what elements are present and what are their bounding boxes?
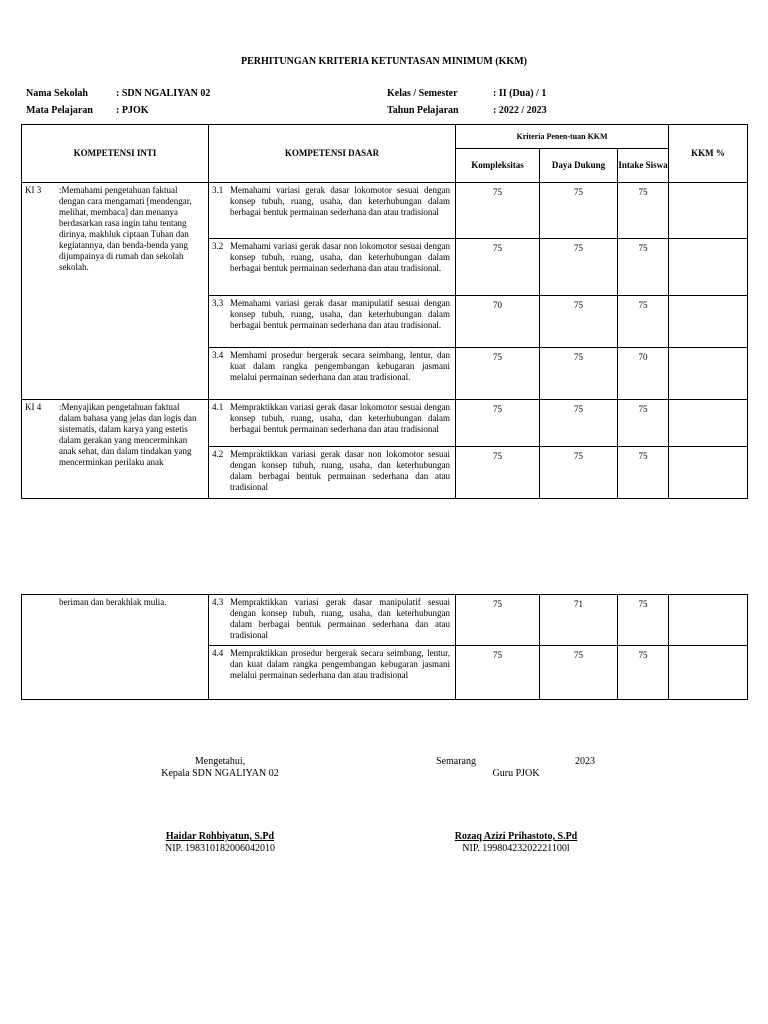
class-label: Kelas / Semester xyxy=(387,88,458,99)
sig-right-year: 2023 xyxy=(575,756,595,767)
sig-left-name: Haidar Rohbiyatun, S.Pd xyxy=(165,831,275,842)
daya-dukung-value: 75 xyxy=(540,646,618,700)
kd-text: Memahami variasi gerak dasar lokomotor sesuai dengan konsep tubuh, ruang, usaha, dan keterhubungan dalam berbagai bentuk permainan sederhana dan atau tradisional xyxy=(230,185,450,217)
daya-dukung-value: 75 xyxy=(540,400,618,447)
table-row xyxy=(22,595,748,646)
kompleksitas-value: 75 xyxy=(456,183,540,239)
kkm-value xyxy=(669,447,748,499)
kkm-value xyxy=(669,595,748,646)
subject-value: : PJOK xyxy=(116,105,149,116)
header-kompetensi-dasar: KOMPETENSI DASAR xyxy=(209,125,456,183)
document-title: PERHITUNGAN KRITERIA KETUNTASAN MINIMUM (KKM) xyxy=(241,56,527,67)
kkm-value xyxy=(669,239,748,296)
intake-value: 75 xyxy=(618,400,669,447)
table-row xyxy=(22,400,748,447)
daya-dukung-value: 75 xyxy=(540,239,618,296)
header-kompetensi-inti: KOMPETENSI INTI xyxy=(22,125,209,183)
kompleksitas-value: 75 xyxy=(456,447,540,499)
year-value: : 2022 / 2023 xyxy=(493,105,547,116)
class-value: : II (Dua) / 1 xyxy=(493,88,547,99)
kkm-value xyxy=(669,296,748,348)
year-label: Tahun Pelajaran xyxy=(387,105,459,116)
kd-text: Mempraktikkan variasi gerak dasar lokomotor sesuai dengan konsep tubuh, ruang, usaha, dan keterhubungan dalam berbagai bentuk permainan sederhana dan atau tradisional xyxy=(230,402,450,434)
ki4-cell xyxy=(22,400,209,499)
daya-dukung-value: 75 xyxy=(540,183,618,239)
school-value: : SDN NGALIYAN 02 xyxy=(116,88,211,99)
kd-text: Memahami variasi gerak dasar non lokomotor sesuai dengan konsep tubuh, ruang, usaha, dan keterhubungan dalam berbagai bentuk permainan sederhana dan atau tradisional. xyxy=(230,241,450,273)
kompleksitas-value: 75 xyxy=(456,348,540,400)
ki4-text: :Menyajikan pengetahuan faktual dalam bahasa yang jelas dan logis dan sistematis, dalam karya yang estetis dalam gerakan yang mencerminkan anak sehat, dan dalam tindakan yang mencerminkan perilaku anak xyxy=(59,402,197,467)
school-label: Nama Sekolah xyxy=(26,88,88,99)
kd-number: 4.1 xyxy=(212,402,224,412)
kd-text: Memahami variasi gerak dasar manipulatif sesuai dengan konsep tubuh, ruang, usaha, dan keterhubungan dalam berbagai bentuk permainan sederhana dan atau tradisional. xyxy=(230,298,450,330)
kd-text: Mempraktikkan variasi gerak dasar manipulatif sesuai dengan konsep tubuh, ruang, usaha, dan keterhubungan dalam berbagai bentuk permainan sederhana dan atau tradisional xyxy=(230,597,450,640)
kkm-value xyxy=(669,400,748,447)
kd-number: 4.3 xyxy=(212,597,224,607)
kompleksitas-value: 75 xyxy=(456,646,540,700)
kompleksitas-value: 70 xyxy=(456,296,540,348)
header-kompleksitas: Kompleksitas xyxy=(456,149,540,183)
header-daya-dukung: Daya Dukung xyxy=(540,149,618,183)
sig-right-role: Guru PJOK xyxy=(492,768,540,779)
kd-number: 3.4 xyxy=(212,350,224,360)
intake-value: 75 xyxy=(618,296,669,348)
ki4-code: KI 4 xyxy=(25,402,42,412)
ki3-text: :Memahami pengetahuan faktual dengan cara mengamati [mendengar, melihat, membaca] dan menanya berdasarkan rasa ingin tahu tentang dirinya, makhluk ciptaan Tuhan dan kegiatannya, dan benda-benda yang dijumpainya di rumah dan sekolah sekolah. xyxy=(59,185,192,272)
kd-text: Mempraktikkan variasi gerak dasar non lokomotor sesuai dengan konsep tubuh, ruang, usaha, dan keterhubungan dalam berbagai bentuk permainan sederhana dan atau tradisional xyxy=(230,449,450,492)
sig-left-line1: Mengetahui, xyxy=(194,756,246,767)
daya-dukung-value: 75 xyxy=(540,296,618,348)
intake-value: 75 xyxy=(618,646,669,700)
table-row xyxy=(22,183,748,239)
header-kriteria: Kriteria Penen-tuan KKM xyxy=(456,125,669,149)
kkm-value xyxy=(669,646,748,700)
kkm-table-part2 xyxy=(21,594,748,700)
kompleksitas-value: 75 xyxy=(456,595,540,646)
sig-right-place: Semarang xyxy=(436,756,476,767)
daya-dukung-value: 71 xyxy=(540,595,618,646)
intake-value: 75 xyxy=(618,183,669,239)
sig-left-nip: NIP. 198310182006042010 xyxy=(164,843,275,854)
daya-dukung-value: 75 xyxy=(540,348,618,400)
kd-text: Memhami prosedur bergerak secara seimbang, lentur, dan kuat dalam rangka pengembangan kebugaran jasmani melalui permainan sederhana dan atau tradisional. xyxy=(230,350,450,382)
ki3-cell xyxy=(22,183,209,400)
sig-right-nip: NIP. 19980423202221100l xyxy=(462,843,570,854)
ki3-code: KI 3 xyxy=(25,185,42,195)
kd-text: Mempraktikkan prosedur bergerak secara seimbang, lentur, dan kuat dalam rangka pengembangan kebugaran jasmani melalui permainan sederhana dan atau tradisional xyxy=(230,648,450,680)
header-kkm: KKM % xyxy=(669,125,748,183)
sig-right-name: Rozaq Azizi Prihastoto, S.Pd xyxy=(454,831,578,842)
daya-dukung-value: 75 xyxy=(540,447,618,499)
sig-left-line2: Kepala SDN NGALIYAN 02 xyxy=(161,768,279,779)
kd-number: 4.4 xyxy=(212,648,224,658)
kkm-table-part1 xyxy=(21,124,748,499)
kd-number: 4.2 xyxy=(212,449,224,459)
intake-value: 70 xyxy=(618,348,669,400)
subject-label: Mata Pelajaran xyxy=(26,105,93,116)
kkm-value xyxy=(669,183,748,239)
kd-number: 3.3 xyxy=(212,298,224,308)
ki4-continued-text: beriman dan berakhlak mulia. xyxy=(59,597,167,607)
intake-value: 75 xyxy=(618,447,669,499)
ki4-continued-cell xyxy=(22,595,209,700)
kkm-value xyxy=(669,348,748,400)
kd-number: 3.1 xyxy=(212,185,224,195)
kompleksitas-value: 75 xyxy=(456,239,540,296)
kd-number: 3.2 xyxy=(212,241,224,251)
header-intake: Intake Siswa xyxy=(618,149,669,183)
kompleksitas-value: 75 xyxy=(456,400,540,447)
intake-value: 75 xyxy=(618,239,669,296)
intake-value: 75 xyxy=(618,595,669,646)
